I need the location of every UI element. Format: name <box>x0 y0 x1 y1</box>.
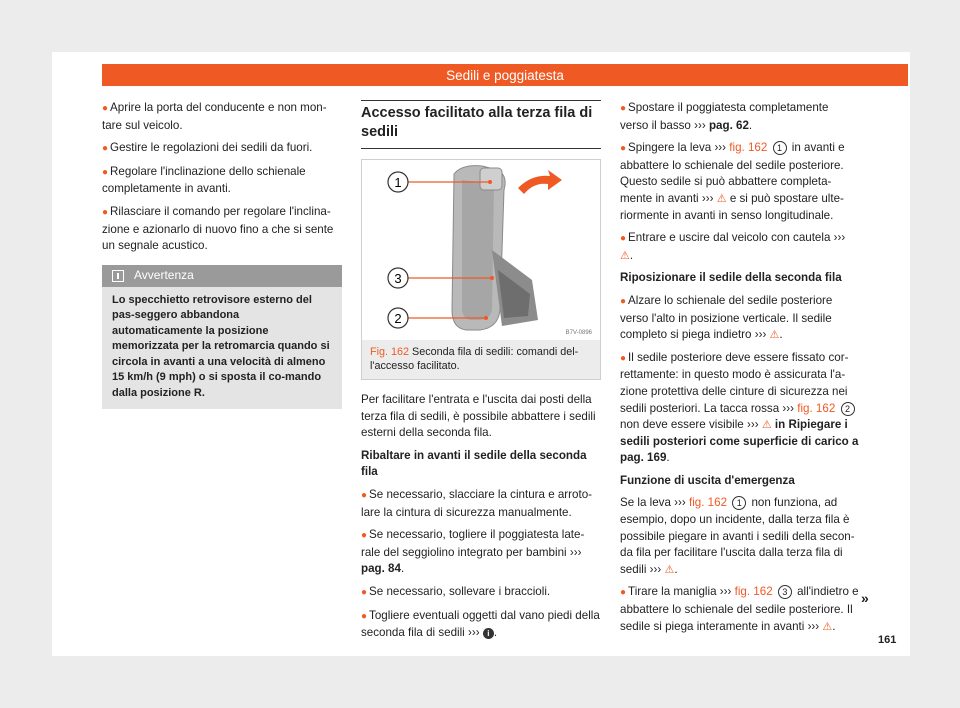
list-item: ● Se necessario, sollevare i braccioli. <box>361 584 551 598</box>
section-title: Accesso facilitato alla terza fila di sedili <box>361 100 601 149</box>
bullet-icon: ● <box>620 295 627 307</box>
ref-arrow: ››› <box>782 401 794 415</box>
list-item: ● Alzare lo schienale del sedile posteriore verso l'alto in posizione verticale. Il sedile completo si piega indietro ››› ⚠. <box>620 293 833 342</box>
figure-code: B7V-0896 <box>565 330 592 336</box>
figure-162 <box>361 159 601 380</box>
section-ref-link[interactable]: in Ripiegare i sedili posteriori come superficie di carico a pag. 169 <box>620 418 859 465</box>
warning-icon: ⚠ <box>620 249 630 262</box>
callout-2: 2 <box>394 311 402 326</box>
ref-arrow: ››› <box>719 585 732 599</box>
figure-ref-link[interactable]: fig. 162 <box>797 401 836 415</box>
seat-drawing-icon <box>362 160 600 340</box>
warning-icon: ⚠ <box>761 419 772 432</box>
column-right <box>620 100 860 641</box>
page-number: 161 <box>878 634 897 646</box>
ref-arrow: ››› <box>701 191 714 205</box>
figure-ref-link[interactable]: fig. 162 <box>729 141 768 155</box>
page-ref-link[interactable]: pag. 62 <box>708 118 749 132</box>
subheading: Funzione di uscita d'emergenza <box>620 473 795 487</box>
warning-icon: ⚠ <box>822 620 833 633</box>
note-header <box>102 265 342 287</box>
ref-arrow: ››› <box>746 418 759 432</box>
ref-arrow: ››› <box>468 626 480 640</box>
bullet-icon: ● <box>361 586 368 598</box>
caption-label: Fig. 162 <box>370 346 410 358</box>
list-item: ● Spingere la leva ››› fig. 162 1 in avanti e abbattere lo schienale del sedile posteriore. Questo sedile si può abbattere completa-mente in avanti ››› ⚠ e si può spostare ulte-riormente in avanti in senso longitudinale. <box>620 141 845 222</box>
list-item: ● Il sedile posteriore deve essere fissato cor-rettamente: in questo modo è assicurata l'a-zione protettiva delle cinture di sicurezza nei sedili posteriori. La tacca rossa ››› fig. 162 2 non deve essere visibile ››› ⚠ in Ripiegare i sedili posteriori come superficie di carico a pag. 169. <box>620 350 859 465</box>
column-left <box>102 100 342 409</box>
callout-ref: 3 <box>778 585 792 599</box>
callout-1: 1 <box>394 175 402 190</box>
warning-icon: ⚠ <box>716 192 727 205</box>
seat-illustration <box>362 160 600 340</box>
note-title: Avvertenza <box>134 268 194 282</box>
list-item: ● Aprire la porta del conducente e non mon-tare sul veicolo. <box>102 101 327 132</box>
info-icon: i <box>483 628 494 639</box>
subheading: Riposizionare il sedile della seconda fila <box>620 271 842 285</box>
warning-icon: ⚠ <box>664 563 675 576</box>
ref-arrow: ››› <box>569 545 582 559</box>
list-item: ● Se necessario, togliere il poggiatesta late-rale del seggiolino integrato per bambini ››› pag. 84. <box>361 528 585 576</box>
list-item: ● Entrare e uscire dal veicolo con cautela ››› ⚠. <box>620 231 846 262</box>
bullet-icon: ● <box>620 143 627 155</box>
caption-text: Seconda fila di sedili: comandi del-l'accesso facilitato. <box>370 346 579 372</box>
bullet-icon: ● <box>102 103 109 114</box>
note-body: Lo specchietto retrovisore esterno del pas-seggero abbandona automaticamente la posizione memorizzata per la retromarcia quando si circola in avanti a una velocità di almeno 15 km/h (9 mph) o si sposta il co-mando dalla posizione R. <box>112 293 330 399</box>
ref-arrow: ››› <box>807 619 820 633</box>
list-item: ● Rilasciare il comando per regolare l'inclina-zione e azionarlo di nuovo fino a che si sente un segnale acustico. <box>102 204 334 253</box>
bullet-icon: ● <box>620 103 627 114</box>
bullet-icon: ● <box>620 587 627 599</box>
bullet-icon: ● <box>620 233 627 245</box>
figure-ref-link[interactable]: fig. 162 <box>734 585 773 599</box>
paragraph: Se la leva ››› fig. 162 1 non funziona, ad esempio, dopo un incidente, dalla terza fila è possibile piegare in avanti i sedili della secon-da fila per facilitare l'uscita dalla terza fila di sedili ››› ⚠. <box>620 496 855 576</box>
list-item: ● Regolare l'inclinazione dello schienale completamente in avanti. <box>102 164 306 196</box>
list-item: ● Gestire le regolazioni dei sedili da fuori. <box>102 141 313 155</box>
callout-ref: 1 <box>773 141 787 155</box>
chapter-header <box>102 64 908 86</box>
list-item: ● Togliere eventuali oggetti dal vano piedi della seconda fila di sedili ››› i . <box>361 608 600 640</box>
callout-ref: 1 <box>732 496 746 510</box>
warning-icon: ⚠ <box>769 329 780 342</box>
subheading: Ribaltare in avanti il sedile della seconda fila <box>361 448 587 479</box>
list-item: ● Tirare la maniglia ››› fig. 162 3 all'indietro e abbattere lo schienale del sedile posteriore. Il sedile si piega interamente in avanti ››› ⚠. <box>620 585 859 633</box>
ref-arrow: ››› <box>649 562 662 576</box>
ref-arrow: ››› <box>714 141 727 155</box>
ref-arrow: ››› <box>833 231 846 245</box>
column-middle <box>361 100 601 648</box>
figure-ref-link[interactable]: fig. 162 <box>688 496 728 510</box>
bullet-icon: ● <box>361 610 368 622</box>
bullet-icon: ● <box>361 530 368 542</box>
list-item: ● Spostare il poggiatesta completamente verso il basso ››› pag. 62. <box>620 101 829 132</box>
ref-arrow: ››› <box>674 496 686 510</box>
callout-3: 3 <box>394 271 402 286</box>
chapter-title: Sedili e poggiatesta <box>446 67 564 83</box>
continue-icon: » <box>861 590 869 606</box>
bullet-icon: ● <box>361 489 368 501</box>
bullet-icon: ● <box>102 206 109 218</box>
ref-arrow: ››› <box>694 118 706 132</box>
info-icon <box>112 270 124 282</box>
intro-paragraph: Per facilitare l'entrata e l'uscita dai posti della terza fila di sedili, è possibile abbattere i sedili esterni della seconda fila. <box>361 393 596 440</box>
list-item: ● Se necessario, slacciare la cintura e arroto-lare la cintura di sicurezza manualmente. <box>361 487 593 519</box>
page-ref-link[interactable]: pag. 84 <box>361 562 401 576</box>
bullet-icon: ● <box>102 166 109 178</box>
bullet-icon: ● <box>620 352 627 364</box>
ref-arrow: ››› <box>754 328 767 342</box>
bullet-icon: ● <box>102 143 109 155</box>
note-box <box>102 265 342 410</box>
callout-ref: 2 <box>841 402 855 416</box>
figure-caption <box>362 340 600 379</box>
